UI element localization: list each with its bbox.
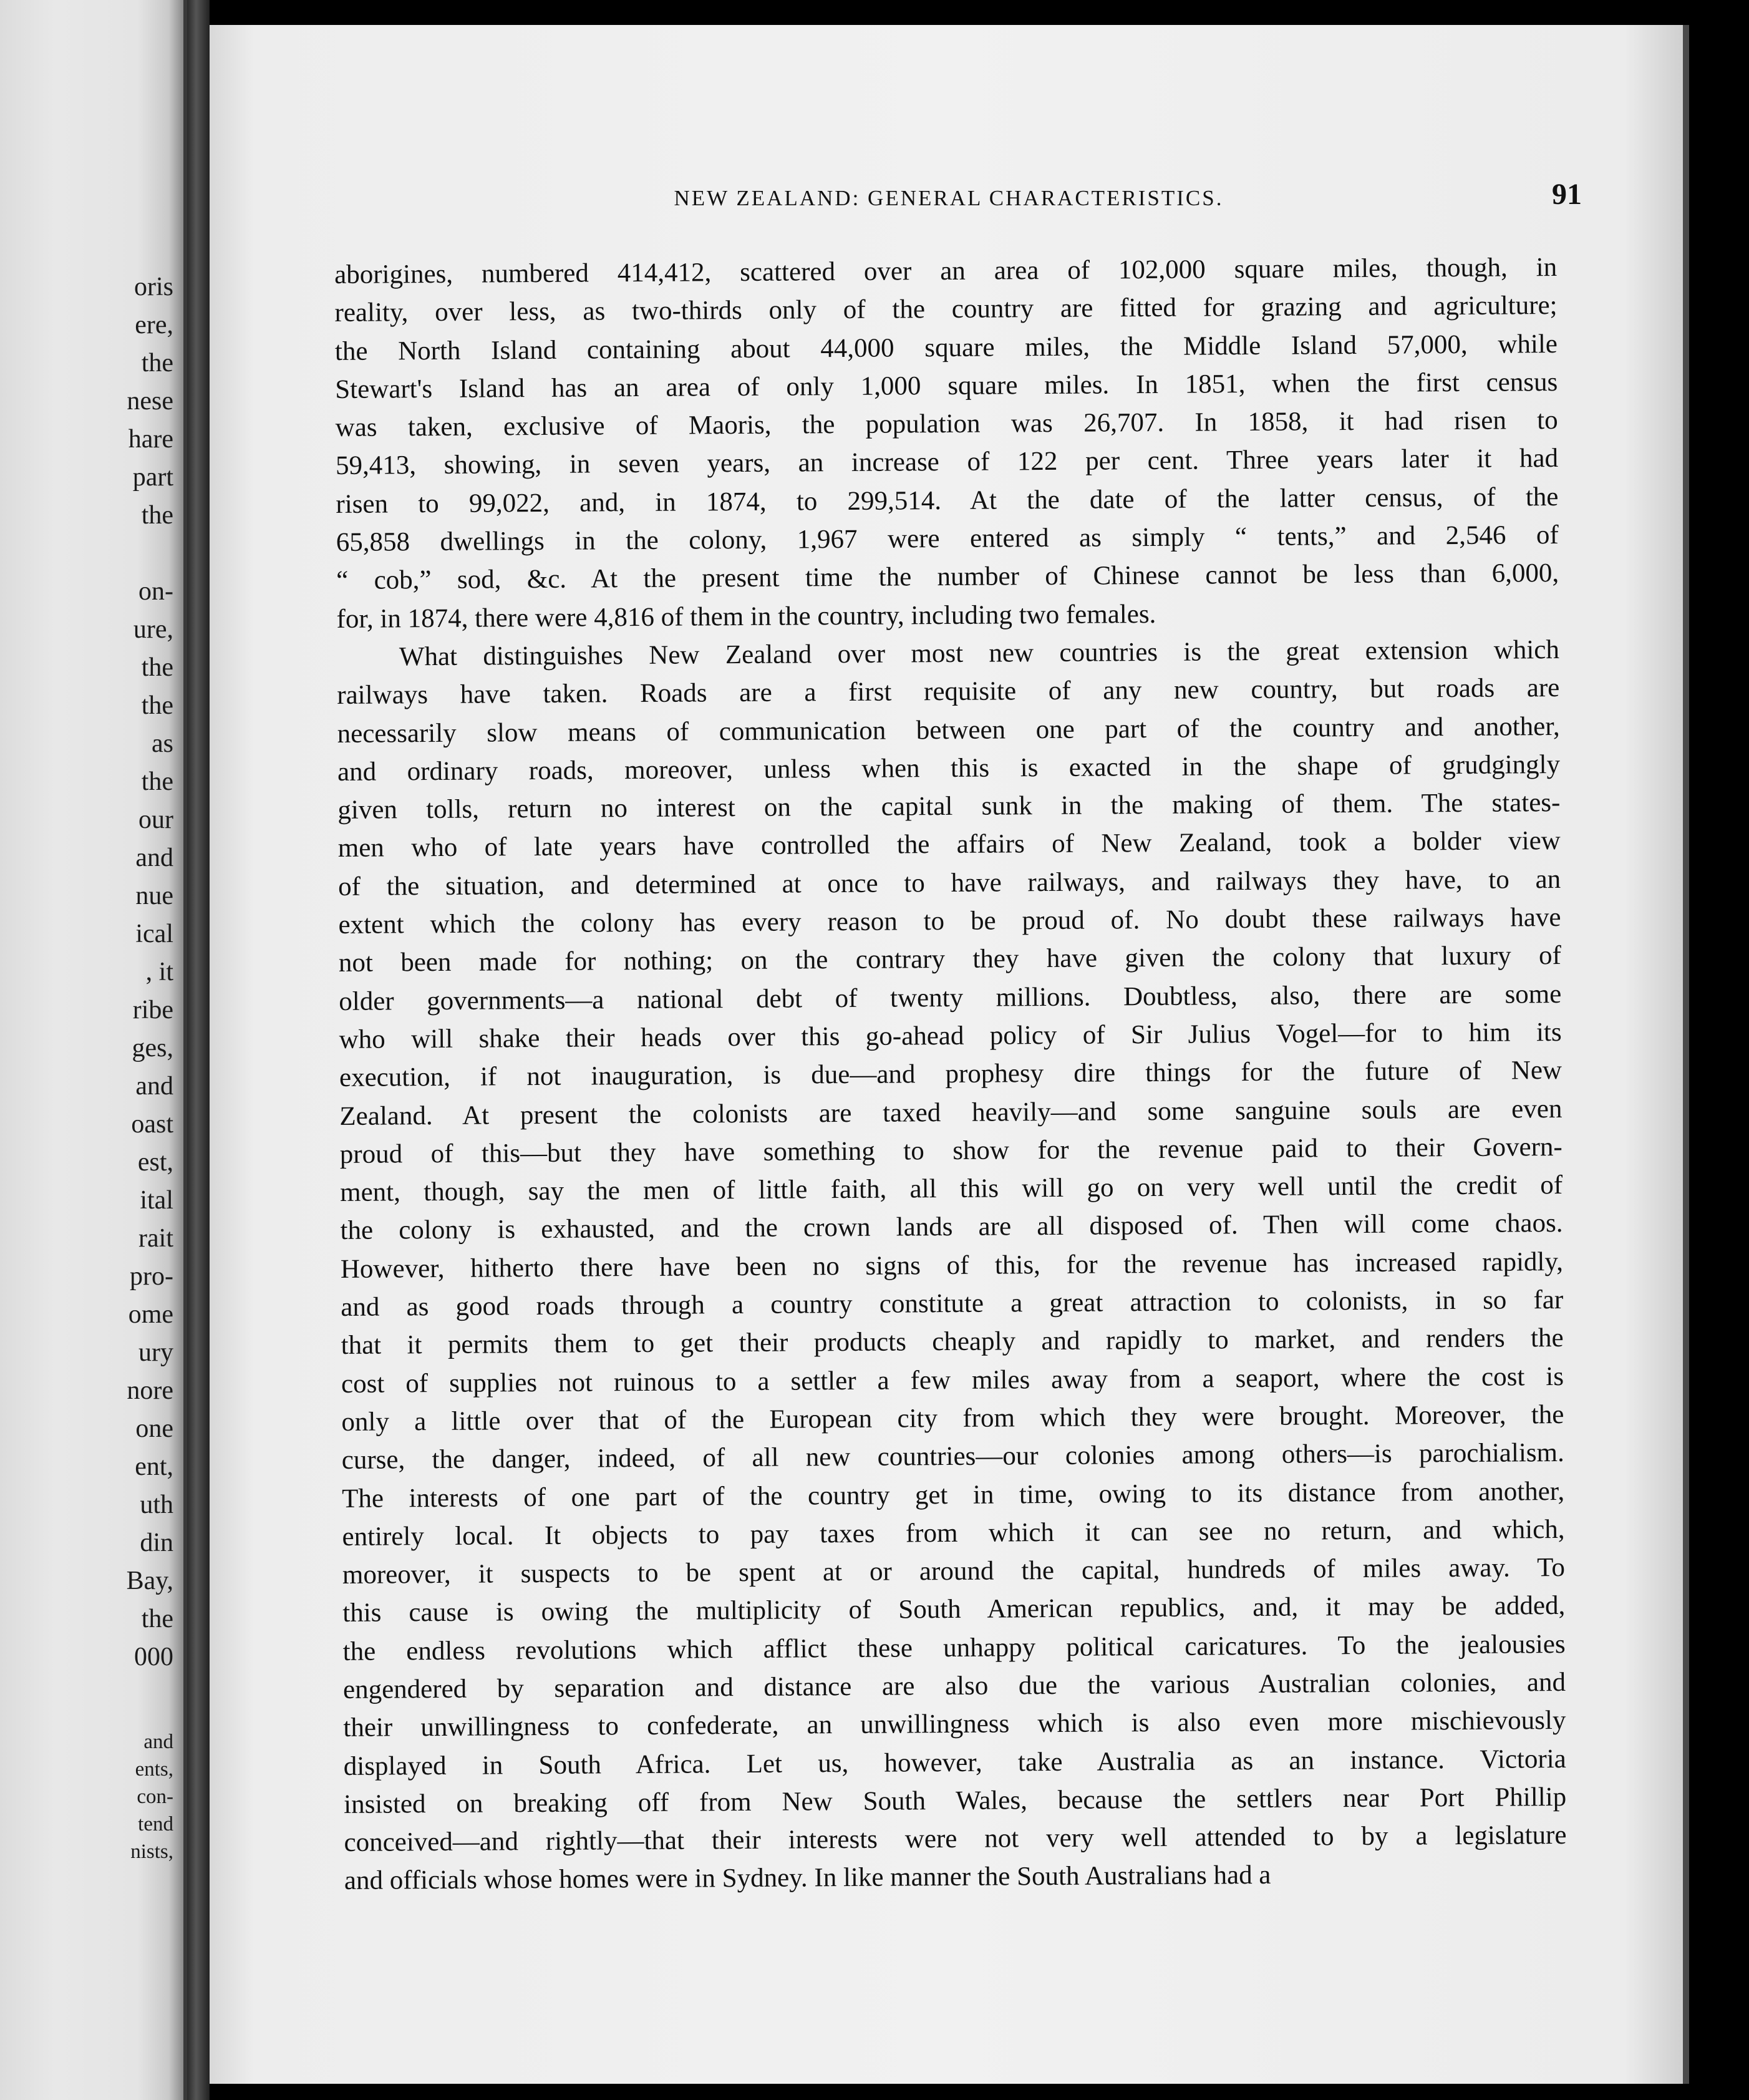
left-page-footnote-fragments [11,1728,173,1865]
left-fragment: est, [137,1148,173,1177]
text-line: only a little over that of the European city from which they were brought. Moreover, the [341,1399,1564,1437]
left-fragment: and [135,843,173,872]
text-line: the endless revolutions which afflict these unhappy political caricatures. To the jealousies [342,1629,1566,1666]
left-fragment: the [141,691,173,720]
left-footnote-fragment: ents, [135,1758,173,1781]
text-line: Zealand. At present the colonists are taxed heavily—and some sanguine souls are even [339,1094,1562,1131]
text-line: who will shake their heads over this go-ahead policy of Sir Julius Vogel—for to him its [339,1017,1562,1054]
text-line: their unwillingness to confederate, an unwillingness which is also even more mischievously [343,1706,1566,1743]
left-fragment: one [135,1414,173,1443]
text-line: the North Island containing about 44,000 square miles, the Middle Island 57,000, while [334,329,1558,366]
left-fragment: as [152,729,173,758]
left-fragment: nese [127,387,173,416]
text-line: risen to 99,022, and, in 1874, to 299,514. At the date of the latter census, of the [336,482,1559,519]
text-line: reality, over less, as two-thirds only of the country are fitted for grazing and agriculture; [334,291,1558,328]
left-fragment: part [132,463,173,492]
left-fragment: ical [135,920,173,948]
left-fragment: and [135,1072,173,1101]
left-fragment: ury [138,1338,173,1367]
text-line: and ordinary roads, moreover, unless when this is exacted in the shape of grudgingly [337,749,1561,787]
left-fragment: the [141,1605,173,1633]
text-line: insisted on breaking off from New South Wales, because the settlers near Port Phillip [344,1782,1567,1819]
text-line: that it permits them to get their products cheaply and rapidly to market, and renders the [341,1323,1564,1361]
page-header [316,175,1582,218]
paragraph [334,248,1559,638]
left-footnote-fragment: nists, [130,1840,173,1863]
left-fragment: the [141,349,173,377]
text-line: men who of late years have controlled the affairs of New Zealand, took a bolder view [337,826,1561,863]
left-fragment: ome [128,1300,173,1329]
text-line: engendered by separation and distance are also due the various Australian colonies, and [342,1667,1566,1704]
left-fragment: uth [140,1490,173,1519]
left-fragment: 000 [134,1643,173,1671]
text-line: railways have taken. Roads are a first requisite of any new country, but roads are [337,673,1560,711]
text-line: necessarily slow means of communication between one part of the country and another, [337,711,1560,749]
text-line: displayed in South Africa. Let us, however, take Australia as an instance. Victoria [343,1744,1566,1781]
left-fragment: the [141,653,173,682]
left-page-edge [0,0,187,2100]
text-line: and officials whose homes were in Sydney. In like manner the South Australians had a [344,1860,1271,1896]
text-line: execution, if not inauguration, is due—and prophesy dire things for the future of New [339,1056,1562,1093]
left-footnote-fragment: con- [137,1786,173,1808]
text-line: 59,413, showing, in seven years, an increase of 122 per cent. Three years later it had [335,444,1559,481]
left-fragment: the [141,767,173,796]
text-line: “ cob,” sod, &c. At the present time the number of Chinese cannot be less than 6,000, [336,558,1559,596]
left-fragment: pro- [130,1262,173,1291]
paragraph [337,631,1567,1900]
text-line: for, in 1874, there were 4,816 of them in the country, including two females. [336,599,1156,634]
text-line: and as good roads through a country constitute a great attraction to colonists, in so far [341,1285,1564,1322]
text-line: aborigines, numbered 414,412, scattered over an area of 102,000 square miles, though, in [334,253,1558,289]
left-fragment: ure, [133,615,173,644]
text-line: older governments—a national debt of twenty millions. Doubtless, also, there are some [339,979,1562,1016]
text-line: ment, though, say the men of little faith, all this will go on very well until the credit of [340,1170,1563,1208]
text-line: the colony is exhausted, and the crown lands are all disposed of. Then will come chaos. [340,1208,1563,1246]
text-line: extent which the colony has every reason to be proud of. No doubt these railways have [338,903,1561,940]
left-fragment: rait [138,1224,173,1253]
text-line: The interests of one part of the country get in time, owing to its distance from another, [342,1476,1565,1514]
left-fragment [11,535,173,573]
left-footnote-fragment: tend [138,1813,173,1835]
left-footnote-fragment: and [143,1731,173,1753]
text-line: of the situation, and determined at once to have railways, and railways they have, to an [338,864,1561,902]
left-fragment: ribe [132,996,173,1024]
text-line: cost of supplies not ruinous to a settler a few miles away from a seaport, where the cost is [341,1361,1564,1399]
text-line: 65,858 dwellings in the colony, 1,967 were entered as simply “ tents,” and 2,546 of [336,520,1559,558]
left-fragment: our [138,805,173,834]
left-fragment: hare [128,425,173,454]
text-line: However, hitherto there have been no signs of this, for the revenue has increased rapidly, [340,1247,1564,1284]
text-line: Stewart's Island has an area of only 1,000 square miles. In 1851, when the first census [335,367,1558,404]
left-fragment: ere, [135,311,173,339]
text-line: proud of this—but they have something to show for the revenue paid to their Govern- [339,1132,1562,1169]
left-fragment: nue [135,882,173,910]
text-line: this cause is owing the multiplicity of South American republics, and, it may be added, [342,1591,1566,1628]
text-line: What distinguishes New Zealand over most new countries is the great extension which [399,634,1560,672]
left-fragment: ent, [135,1452,173,1481]
book-page [210,25,1689,2084]
text-line: entirely local. It objects to pay taxes from which it can see no return, and which, [342,1514,1565,1552]
left-fragment: , it [145,958,173,986]
left-fragment: oast [131,1110,173,1139]
text-line: was taken, exclusive of Maoris, the population was 26,707. In 1858, it had risen to [335,406,1558,443]
left-fragment: the [141,501,173,530]
running-head: NEW ZEALAND: GENERAL CHARACTERISTICS. [674,186,1224,210]
text-line: not been made for nothing; on the contrary they have given the colony that luxury of [338,941,1562,978]
left-fragment: oris [134,273,173,301]
book-gutter [187,0,210,2100]
text-line: given tolls, return no interest on the capital sunk in the making of them. The states- [337,788,1561,825]
left-fragment: Bay, [126,1567,173,1595]
body-text [334,248,1567,1900]
left-fragment: din [140,1529,173,1557]
left-fragment: ital [140,1186,173,1215]
text-line: moreover, it suspects to be spent at or around the capital, hundreds of miles away. To [342,1553,1566,1590]
text-line: curse, the danger, indeed, of all new countries—our colonies among others—is parochialism. [341,1438,1564,1475]
page-number: 91 [1552,178,1582,211]
left-page-fragments [11,268,173,1676]
text-line: conceived—and rightly—that their interests were not very well attended to by a legislature [344,1820,1567,1858]
left-fragment: nore [127,1376,173,1405]
left-fragment: ges, [132,1034,173,1062]
left-fragment: on- [138,577,173,606]
